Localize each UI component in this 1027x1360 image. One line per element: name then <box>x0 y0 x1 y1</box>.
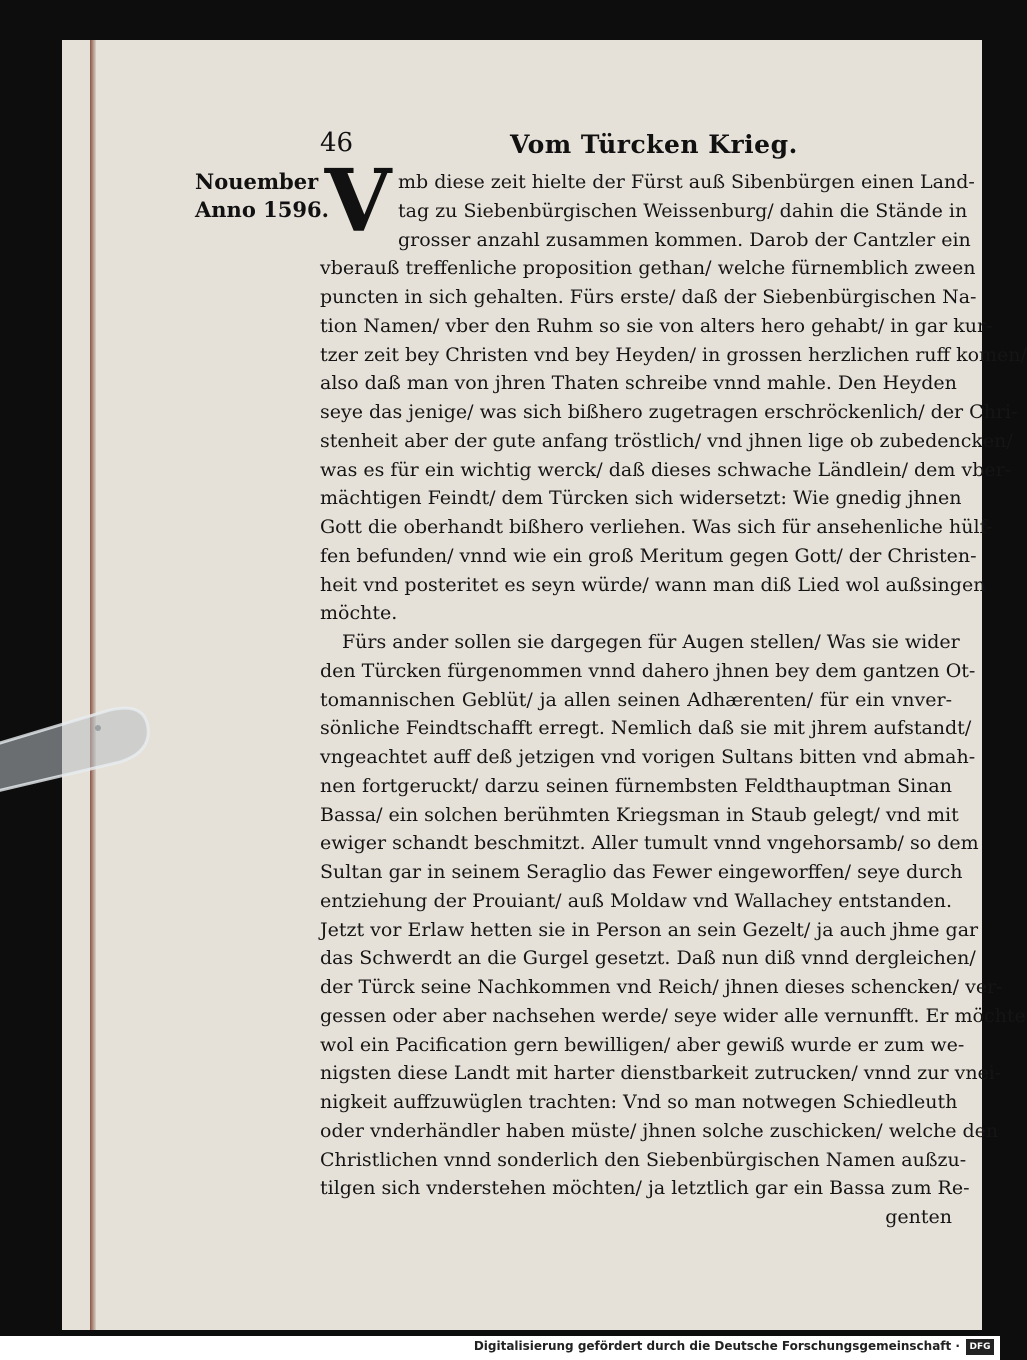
text-line: entziehung der Prouiant/ auß Moldaw vnd Wallachey entstanden. <box>320 889 952 912</box>
page-gutter <box>90 40 96 1330</box>
text-line: tion Namen/ vber den Ruhm so sie von alters hero gehabt/ in gar kur- <box>320 314 993 337</box>
text-line: heit vnd posteritet es seyn würde/ wann man diß Lied wol außsingen <box>320 573 986 596</box>
text-line: Jetzt vor Erlaw hetten sie in Person an sein Gezelt/ ja auch jhme gar <box>320 918 979 941</box>
margin-note-month: Nouember <box>195 169 319 194</box>
text-line: tzer zeit bey Christen vnd bey Heyden/ in grossen herzlichen ruff komen/ <box>320 343 1027 366</box>
text-line: ewiger schandt beschmitzt. Aller tumult vnnd vngehorsamb/ so dem <box>320 832 979 855</box>
text-line: Fürs ander sollen sie dargegen für Augen stellen/ Was sie wider <box>342 631 960 653</box>
text-line: gessen oder aber nachsehen werde/ seye wider alle vernunfft. Er möchte <box>320 1004 1026 1027</box>
drop-cap: V <box>324 151 392 252</box>
text-line: also daß man von jhren Thaten schreibe vnnd mahle. Den Heyden <box>320 372 957 395</box>
text-line: mächtigen Feindt/ dem Türcken sich widersetzt: Wie gnedig jhnen <box>320 487 962 510</box>
text-line: möchte. <box>320 602 398 625</box>
body-text <box>320 168 1027 1232</box>
margin-note-year: Anno 1596. <box>195 197 329 222</box>
text-line: tilgen sich vnderstehen möchten/ ja letztlich gar ein Bassa zum Re- <box>320 1177 970 1200</box>
footer-bar <box>0 1336 1000 1360</box>
text-line: nen fortgeruckt/ darzu seinen fürnembsten Feldthauptman Sinan <box>320 774 952 797</box>
text-line: Gott die oberhandt bißhero verliehen. Was sich für ansehenliche hülf- <box>320 516 993 538</box>
text-line: Sultan gar in seinem Seraglio das Fewer eingeworffen/ seye durch <box>320 861 963 883</box>
page-number: 46 <box>320 128 354 158</box>
text-line: der Türck seine Nachkommen vnd Reich/ jhnen dieses schencken/ ver- <box>320 976 1003 998</box>
dfg-logo-icon: DFG <box>966 1339 994 1355</box>
text-line: seye das jenige/ was sich bißhero zugetragen erschröckenlich/ der Chri- <box>320 401 1018 423</box>
margin-note <box>195 168 329 224</box>
text-line: grosser anzahl zusammen kommen. Darob der Cantzler ein <box>398 228 971 251</box>
text-line: nigsten diese Landt mit harter dienstbarkeit zutrucken/ vnnd zur vnei- <box>320 1062 1002 1085</box>
bookmark-clip-icon <box>0 700 180 780</box>
text-line: tag zu Siebenbürgischen Weissenburg/ dahin die Stände in <box>398 199 968 222</box>
text-line: Christlichen vnnd sonderlich den Siebenbürgischen Namen außzu- <box>320 1148 967 1171</box>
text-line: nigkeit auffzuwüglen trachten: Vnd so man notwegen Schiedleuth <box>320 1091 958 1113</box>
text-line: fen befunden/ vnnd wie ein groß Meritum gegen Gott/ der Christen- <box>320 544 977 567</box>
footer-credit: Digitalisierung gefördert durch die Deutsche Forschungsgemeinschaft · <box>473 1339 960 1353</box>
running-head: Vom Türcken Krieg. <box>510 130 798 159</box>
text-line: tomannischen Geblüt/ ja allen seinen Adhærenten/ für ein vnver- <box>320 688 952 711</box>
text-line: stenheit aber der gute anfang tröstlich/ vnd jhnen lige ob zubedencken/ <box>320 429 1013 452</box>
text-line: oder vnderhändler haben müste/ jhnen solche zuschicken/ welche den <box>320 1119 999 1142</box>
text-line: das Schwerdt an die Gurgel gesetzt. Daß nun diß vnnd dergleichen/ <box>320 947 976 970</box>
text-line: vberauß treffenliche proposition gethan/ welche fürnemblich zween <box>320 257 976 280</box>
text-line: den Türcken fürgenommen vnnd dahero jhnen bey dem gantzen Ot- <box>320 659 976 682</box>
text-line: vngeachtet auff deß jetzigen vnd vorigen Sultans bitten vnd abmah- <box>320 746 976 768</box>
text-line: mb diese zeit hielte der Fürst auß Sibenbürgen einen Land- <box>398 171 975 193</box>
text-line: puncten in sich gehalten. Fürs erste/ daß der Siebenbürgischen Na- <box>320 286 977 308</box>
text-line: sönliche Feindtschafft erregt. Nemlich daß sie mit jhrem aufstandt/ <box>320 717 972 740</box>
text-line: genten <box>885 1206 952 1228</box>
text-line: wol ein Pacification gern bewilligen/ aber gewiß wurde er zum we- <box>320 1033 965 1056</box>
text-line: was es für ein wichtig werck/ daß dieses schwache Ländlein/ dem vber- <box>320 458 1012 481</box>
page-header <box>320 128 960 164</box>
text-line: Bassa/ ein solchen berühmten Kriegsman in Staub gelegt/ vnd mit <box>320 803 959 826</box>
